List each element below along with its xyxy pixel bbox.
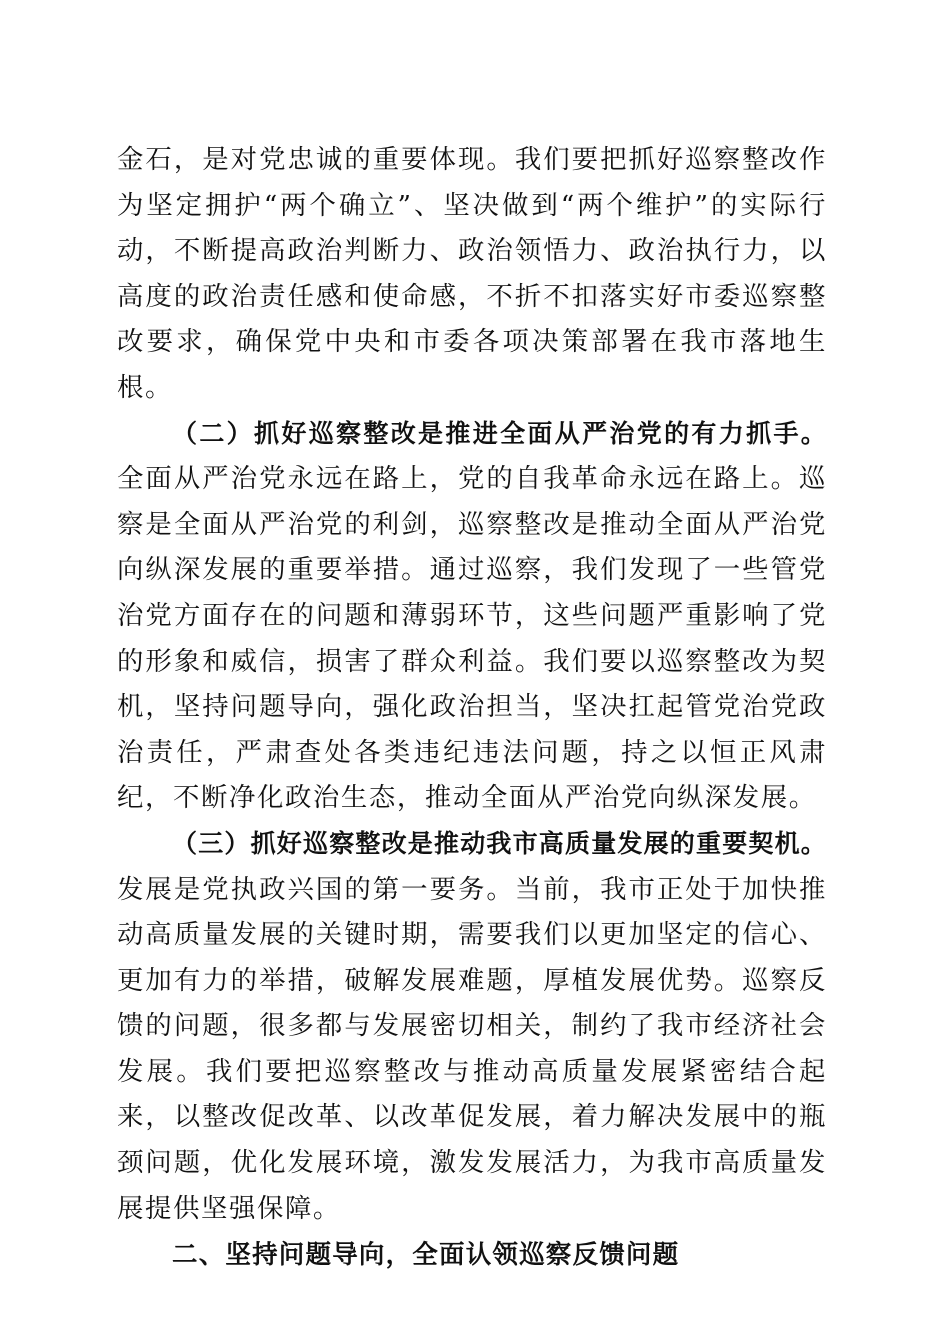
section-heading: 二、坚持问题导向，全面认领巡察反馈问题 [172, 1240, 680, 1271]
subsection-heading: （二）抓好巡察整改是推进全面从严治党的有力抓手。 [172, 418, 827, 448]
paragraph-text: 全面从严治党永远在路上，党的自我革命永远在路上。巡察是全面从严治党的利剑，巡察整改是推动全面从严治党向纵深发展的重要举措。通过巡察，我们发现了一些管党治党方面存在的问题和薄弱环节，这些问题严重影响了党的形象和威信，损害了群众利益。我们要以巡察整改为契机，坚持问题导向，强化政治担当，坚决扛起管党治党政治责任，严肃查处各类违纪违法问题，持之以恒正风肃纪，不断净化政治生态，推动全面从严治党向纵深发展。 [117, 463, 827, 814]
paragraph-text: 发展是党执政兴国的第一要务。当前，我市正处于加快推动高质量发展的关键时期，需要我们以更加坚定的信心、更加有力的举措，破解发展难题，厚植发展优势。巡察反馈的问题，很多都与发展密切相关，制约了我市经济社会发展。我们要把巡察整改与推动高质量发展紧密结合起来，以整改促改革、以改革促发展，着力解决发展中的瓶颈问题，优化发展环境，激发发展活力，为我市高质量发展提供坚强保障。 [117, 873, 827, 1224]
document-body [117, 137, 827, 1279]
paragraph-continuation [117, 137, 827, 411]
paragraph-subsection-3 [117, 821, 827, 1231]
paragraph-text: 金石，是对党忠诚的重要体现。我们要把抓好巡察整改作为坚定拥护“两个确立”、坚决做到“两个维护”的实际行动，不断提高政治判断力、政治领悟力、政治执行力，以高度的政治责任感和使命感，不折不扣落实好市委巡察整改要求，确保党中央和市委各项决策部署在我市落地生根。 [117, 144, 827, 403]
paragraph-subsection-2 [117, 411, 827, 821]
subsection-heading: （三）抓好巡察整改是推动我市高质量发展的重要契机。 [172, 828, 828, 858]
